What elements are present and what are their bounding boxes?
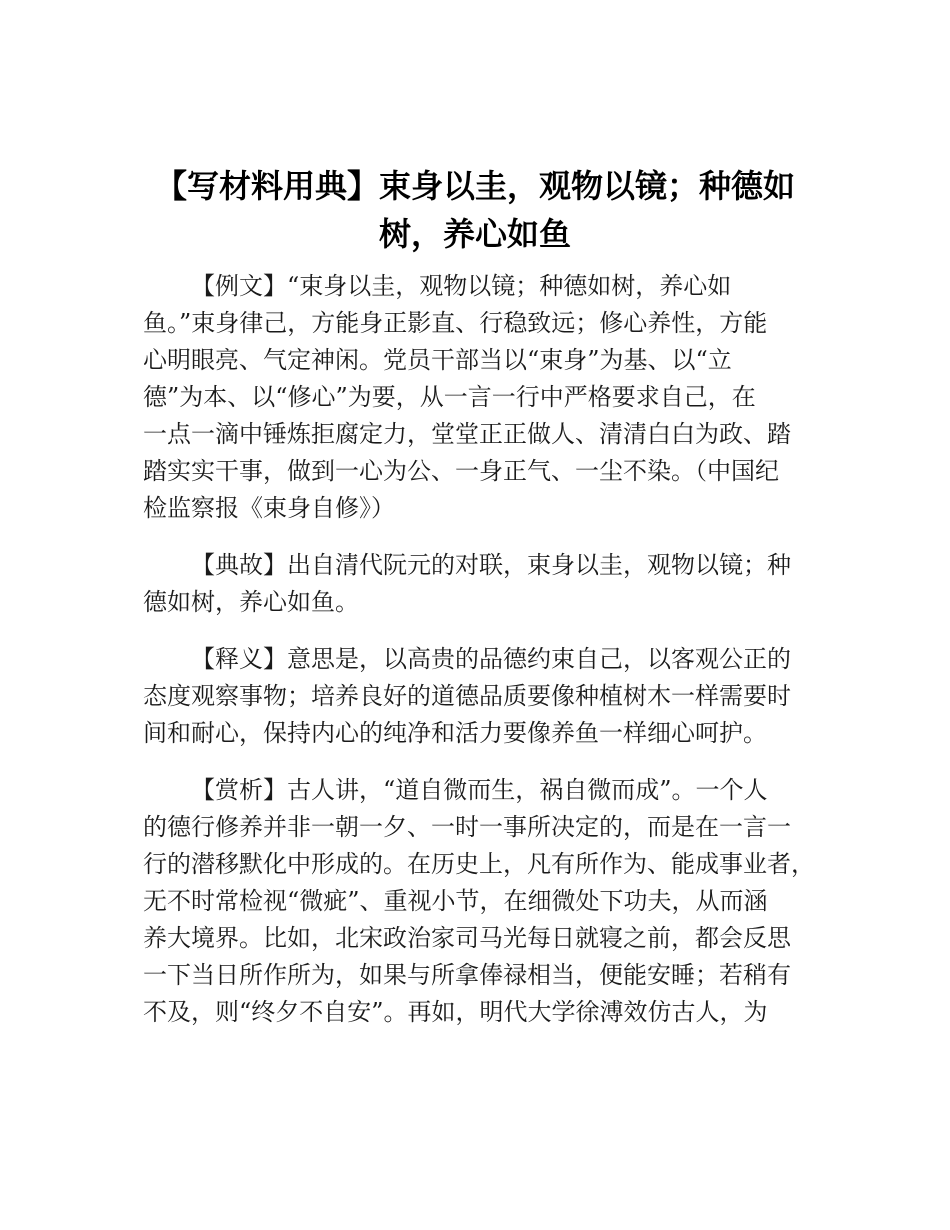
title-line-2: 树，养心如鱼	[378, 215, 571, 253]
text-line: 【典故】出自清代阮元的对联，束身以圭，观物以镜；种	[191, 551, 791, 579]
text-line: 检监察报《束身自修》）	[143, 494, 395, 522]
text-line: 行的潜移默化中形成的。在历史上，凡有所作为、能成事业者，	[143, 850, 815, 878]
allusion-paragraph	[143, 547, 815, 621]
example-paragraph	[143, 268, 815, 527]
text-line: 无不时常检视“微疵”、重视小节，在细微处下功夫，从而涵	[143, 887, 768, 915]
text-line: 的德行修养并非一朝一夕、一时一事所决定的，而是在一言一	[143, 813, 791, 841]
text-line: 鱼。”束身律己，方能身正影直、行稳致远；修心养性，方能	[143, 309, 768, 337]
text-line: 德”为本、以“修心”为要，从一言一行中严格要求自己，在	[143, 383, 756, 411]
title-line-1: 【写材料用典】束身以圭，观物以镜；种德如	[154, 167, 795, 205]
text-line: 踏实实干事，做到一心为公、一身正气、一尘不染。（中国纪	[143, 457, 779, 485]
text-line: 间和耐心，保持内心的纯净和活力要像养鱼一样细心呵护。	[143, 719, 767, 747]
text-line: 一点一滴中锤炼拒腐定力，堂堂正正做人、清清白白为政、踏	[143, 420, 791, 448]
text-line: 一下当日所作所为，如果与所拿俸禄相当，便能安睡；若稍有	[143, 961, 791, 989]
text-line: 德如树，养心如鱼。	[143, 588, 359, 616]
meaning-paragraph	[143, 641, 815, 752]
text-line: 【例文】“束身以圭，观物以镜；种德如树，养心如	[191, 272, 732, 300]
text-line: 【赏析】古人讲，“道自微而生，祸自微而成”。一个人	[191, 776, 768, 804]
text-line: 养大境界。比如，北宋政治家司马光每日就寝之前，都会反思	[143, 924, 791, 952]
text-line: 心明眼亮、气定神闲。党员干部当以“束身”为基、以“立	[143, 346, 732, 374]
document-body	[143, 268, 815, 1051]
appreciation-paragraph	[143, 772, 815, 1031]
text-line: 【释义】意思是，以高贵的品德约束自己，以客观公正的	[191, 645, 791, 673]
text-line: 不及，则“终夕不自安”。再如，明代大学徐溥效仿古人，为	[143, 998, 768, 1026]
document-title	[140, 162, 810, 258]
text-line: 态度观察事物；培养良好的道德品质要像种植树木一样需要时	[143, 682, 791, 710]
